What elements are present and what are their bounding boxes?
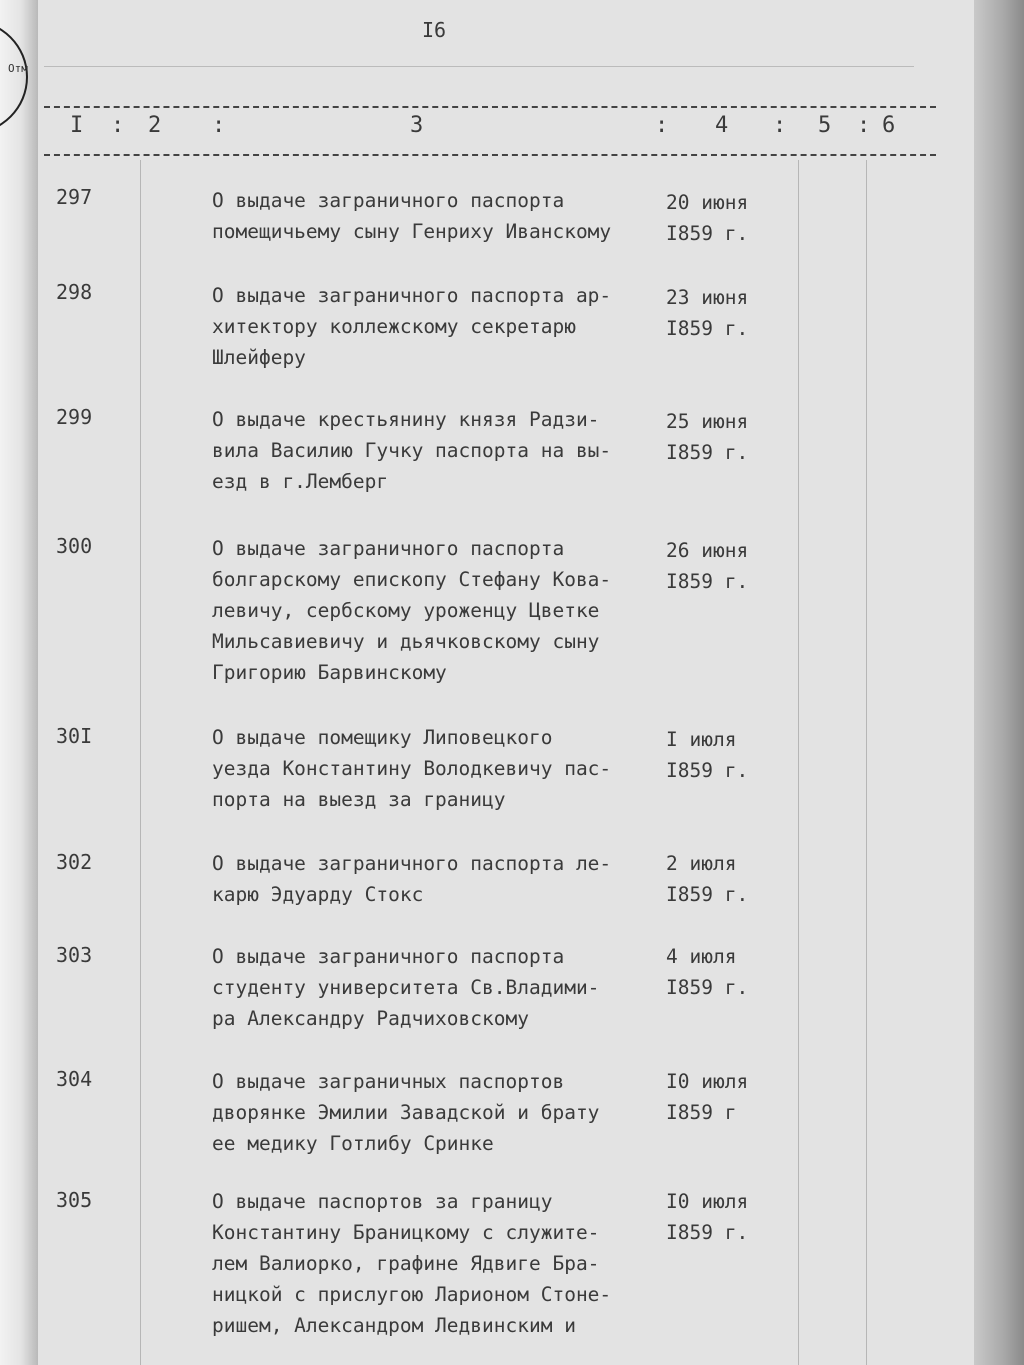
entry-date: 23 июня I859 г. — [666, 286, 749, 340]
entry-date: 2 июля I859 г. — [666, 852, 749, 906]
entry-number: 304 — [56, 1067, 93, 1091]
entry-title: О выдаче крестьянину князя Радзи- вила Василию Гучку паспорта на вы- езд в г.Лемберг — [212, 408, 612, 493]
entry-number: 305 — [56, 1188, 93, 1212]
entry-number: 299 — [56, 405, 93, 429]
col-sep: : — [773, 113, 787, 138]
faint-printed-header — [44, 66, 914, 107]
entry-number: 30I — [56, 724, 93, 748]
entry-title: О выдаче паспортов за границу Константину Браницкому с служите- лем Валиорко, графине Ядвиге Бра- ницкой с прислугою Ларионом Стоне- ришем, Александром Ледвинским и — [212, 1190, 612, 1337]
margin-tab-label: Отм — [8, 62, 28, 75]
entry-title: О выдаче заграничного паспорта ар- хитектору коллежскому секретарю Шлейферу — [212, 284, 612, 369]
entry-date: 26 июня I859 г. — [666, 539, 749, 593]
entry-date: 4 июля I859 г. — [666, 945, 749, 999]
col-sep: : — [655, 113, 669, 138]
entry-title: О выдаче заграничного паспорта болгарскому епископу Стефану Кова- левичу, сербскому уроженцу Цветке Мильсавиевичу и дьячковскому сыну Григорию Барвинскому — [212, 537, 612, 684]
entry-title: О выдаче заграничного паспорта студенту университета Св.Владими- ра Александру Радчиховскому — [212, 945, 600, 1030]
col-sep: : — [857, 113, 871, 138]
entry-number: 303 — [56, 943, 93, 967]
binding-edge — [0, 0, 38, 1365]
entry-date: I0 июля I859 г — [666, 1070, 749, 1124]
col-sep: : — [111, 113, 125, 138]
entry-date: I июля I859 г. — [666, 728, 749, 782]
page-number: I6 — [422, 18, 447, 42]
header-rule-top — [44, 106, 936, 108]
entry-number: 297 — [56, 185, 93, 209]
entry-title: О выдаче заграничного паспорта ле- карю Эдуарду Стокс — [212, 852, 612, 906]
entry-title: О выдаче заграничных паспортов дворянке Эмилии Завадской и брату ее медику Готлибу Сринке — [212, 1070, 600, 1155]
col-num-6: 6 — [882, 113, 896, 138]
col-num-2: 2 — [148, 113, 162, 138]
entry-date: 25 июня I859 г. — [666, 410, 749, 464]
column-number-row — [0, 113, 1024, 149]
col-num-3: 3 — [410, 113, 424, 138]
entry-date: 20 июня I859 г. — [666, 191, 749, 245]
col-num-4: 4 — [715, 113, 729, 138]
col-sep: : — [212, 113, 226, 138]
col-num-1: I — [70, 113, 84, 138]
column-divider — [140, 160, 141, 1365]
entry-number: 302 — [56, 850, 93, 874]
header-rule-bottom — [44, 154, 936, 156]
column-divider — [866, 160, 867, 1365]
page-edge-shadow — [974, 0, 1024, 1365]
entry-title: О выдаче помещику Липовецкого уезда Константину Володкевичу пас- порта на выезд за границу — [212, 726, 612, 811]
column-divider — [798, 160, 799, 1365]
entry-number: 298 — [56, 280, 93, 304]
entry-date: I0 июля I859 г. — [666, 1190, 749, 1244]
entry-number: 300 — [56, 534, 93, 558]
col-num-5: 5 — [818, 113, 832, 138]
entry-title: О выдаче заграничного паспорта помещичьему сыну Генриху Иванскому — [212, 189, 612, 243]
